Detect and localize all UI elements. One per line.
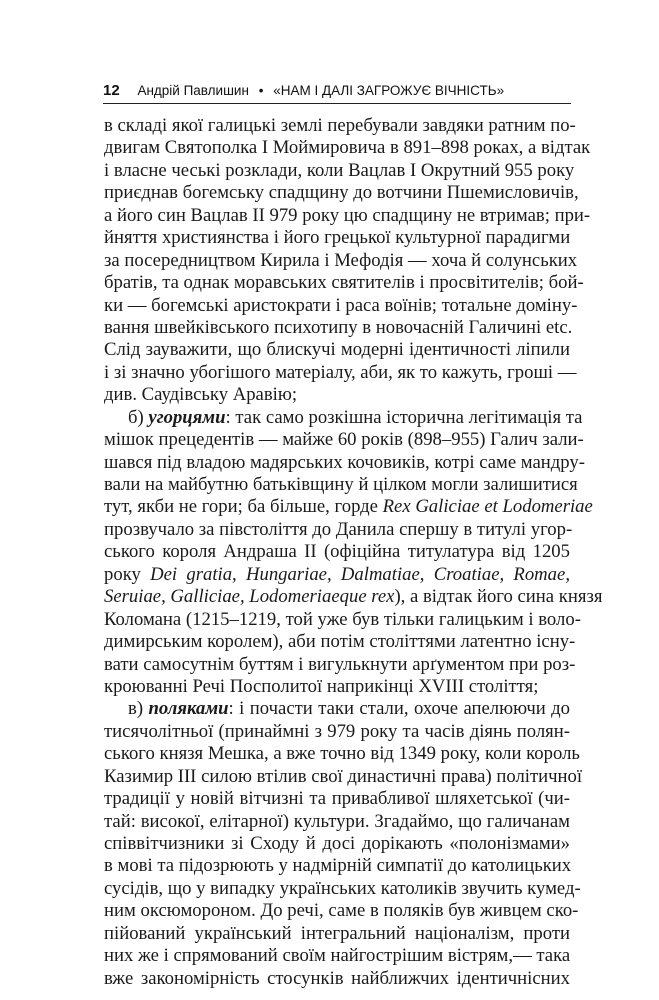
text-line-dei-gratia-cont: Seruiae, Galliciae, Lodomeriaeque rex), а відтак його сина князя bbox=[104, 586, 603, 608]
text-line: вати самосутнім буттям і вигулькнути арґументом при роз- bbox=[104, 653, 576, 675]
text-line: і власне чеські розклади, коли Вацлав I Окрутний 955 року bbox=[104, 159, 575, 181]
text-line: прозвучало за півстоліття до Данила спершу в титулі угор- bbox=[104, 518, 573, 540]
running-header bbox=[103, 82, 504, 99]
text-line-rex-title: тут, якби не гори; ба більше, горде Rex Galiciae et Lodomeriae bbox=[104, 496, 593, 518]
text-line: пійований український інтегральний націоналізм, проти bbox=[104, 922, 570, 944]
emphasis-dei-gratia-2: Seruiae, Galliciae, Lodomeriaeque rex bbox=[104, 586, 395, 608]
header-book-title: «НАМ І ДАЛІ ЗАГРОЖУЄ ВІЧНІСТЬ» bbox=[273, 83, 505, 98]
text-line: кроюванні Речі Посполитої наприкінці XVIII століття; bbox=[104, 675, 539, 697]
text-line: вали на майбутню батьківщину й цілком могли залишитися bbox=[104, 474, 578, 495]
text-line: див. Саудівську Аравію; bbox=[104, 384, 298, 406]
text-line: ки — богемські аристократи і раса воїнів; тотальне доміну- bbox=[104, 294, 578, 316]
emphasis-poles: поляками bbox=[148, 698, 229, 720]
body-text bbox=[104, 115, 603, 990]
text-line: вання швейківського психотипу в новочасній Галичині etc. bbox=[104, 316, 573, 338]
text-line: в мові та підозрюють у надмірній симпатії до католицьких bbox=[104, 855, 572, 877]
text-line: них же і спрямований своїм найгострішим вістрям,— така bbox=[104, 945, 571, 967]
text-line: і зі значно убогішого матеріалу, аби, як то кажуть, гроші — bbox=[104, 361, 577, 383]
text-line: Слід зауважити, що блискучі модерні ідентичності ліпили bbox=[104, 339, 570, 361]
text-line: тай: високої, елітарної) культури. Згадаймо, що галичанам bbox=[104, 810, 570, 832]
text-line-dei-gratia: року Dei gratia, Hungariae, Dalmatiae, Croatiae, Romae, bbox=[104, 563, 570, 585]
text-line: сусідів, що у випадку українських католиків звучить кумед- bbox=[104, 877, 581, 899]
text-line-hungarians: б) угорцями: так само розкішна історична легітимація та bbox=[128, 406, 583, 428]
text-line: Коломана (1215–1219, той уже був тільки галицьким і воло- bbox=[104, 608, 581, 630]
emphasis-rex-title: Rex Galiciae et Lodomeriae bbox=[382, 496, 593, 518]
text-line: традиції у новій вітчизні та привабливої шляхетської (чи- bbox=[104, 788, 570, 810]
header-separator: • bbox=[258, 83, 264, 98]
text-line: співвітчизники зі Сходу й досі дорікають «полонізмами» bbox=[104, 833, 570, 854]
text-line: ського князя Мешка, а вже точно від 1349 року, коли король bbox=[104, 743, 580, 765]
text-line: Казимир III силою втілив свої династичні права) політичної bbox=[104, 765, 583, 787]
text-line: ського короля Андраша II (офіційна титулатура від 1205 bbox=[104, 541, 570, 563]
emphasis-dei-gratia-1: Dei gratia, Hungariae, Dalmatiae, Croatiae, Romae, bbox=[150, 563, 570, 585]
text-line: за посередництвом Кирила і Мефодія — хоча й солунських bbox=[104, 249, 578, 271]
text-line: вже закономірність стосунків найближчих ідентичнісних bbox=[104, 967, 570, 989]
text-line: двигам Святополка I Моймировича в 891–898 роках, а відтак bbox=[104, 137, 591, 159]
text-line: приєднав богемську спадщину до вотчини Пшемисловичів, bbox=[104, 182, 579, 204]
text-line: мішок прецедентів — майже 60 років (898–955) Галич зали- bbox=[104, 429, 584, 451]
text-line-poles: в) поляками: і почасти таки стали, охоче апелюючи до bbox=[128, 698, 571, 720]
header-rule bbox=[103, 103, 571, 104]
text-line: йняття християнства і його грецької культурної парадигми bbox=[104, 227, 571, 249]
page-number: 12 bbox=[103, 82, 120, 99]
text-line: братів, та однак моравських святителів і просвітителів; бой- bbox=[104, 272, 584, 294]
text-line: в складі якої галицькі землі перебували завдяки ратним по- bbox=[104, 115, 576, 136]
emphasis-hungarians: угорцями bbox=[148, 406, 226, 428]
text-line: ним оксюмороном. До речі, саме в поляків був живцем ско- bbox=[104, 900, 579, 922]
text-line: шався під владою мадярських кочовиків, котрі саме мандру- bbox=[104, 451, 585, 473]
header-author: Андрій Павлишин bbox=[137, 83, 249, 98]
text-line: димирським королем), аби потім століттями латентно існу- bbox=[104, 631, 576, 653]
text-line: тисячолітньої (принаймні з 979 року та часів діянь полян- bbox=[104, 720, 570, 742]
text-line: а його син Вацлав II 979 року цю спадщину не втримав; при- bbox=[104, 204, 591, 226]
